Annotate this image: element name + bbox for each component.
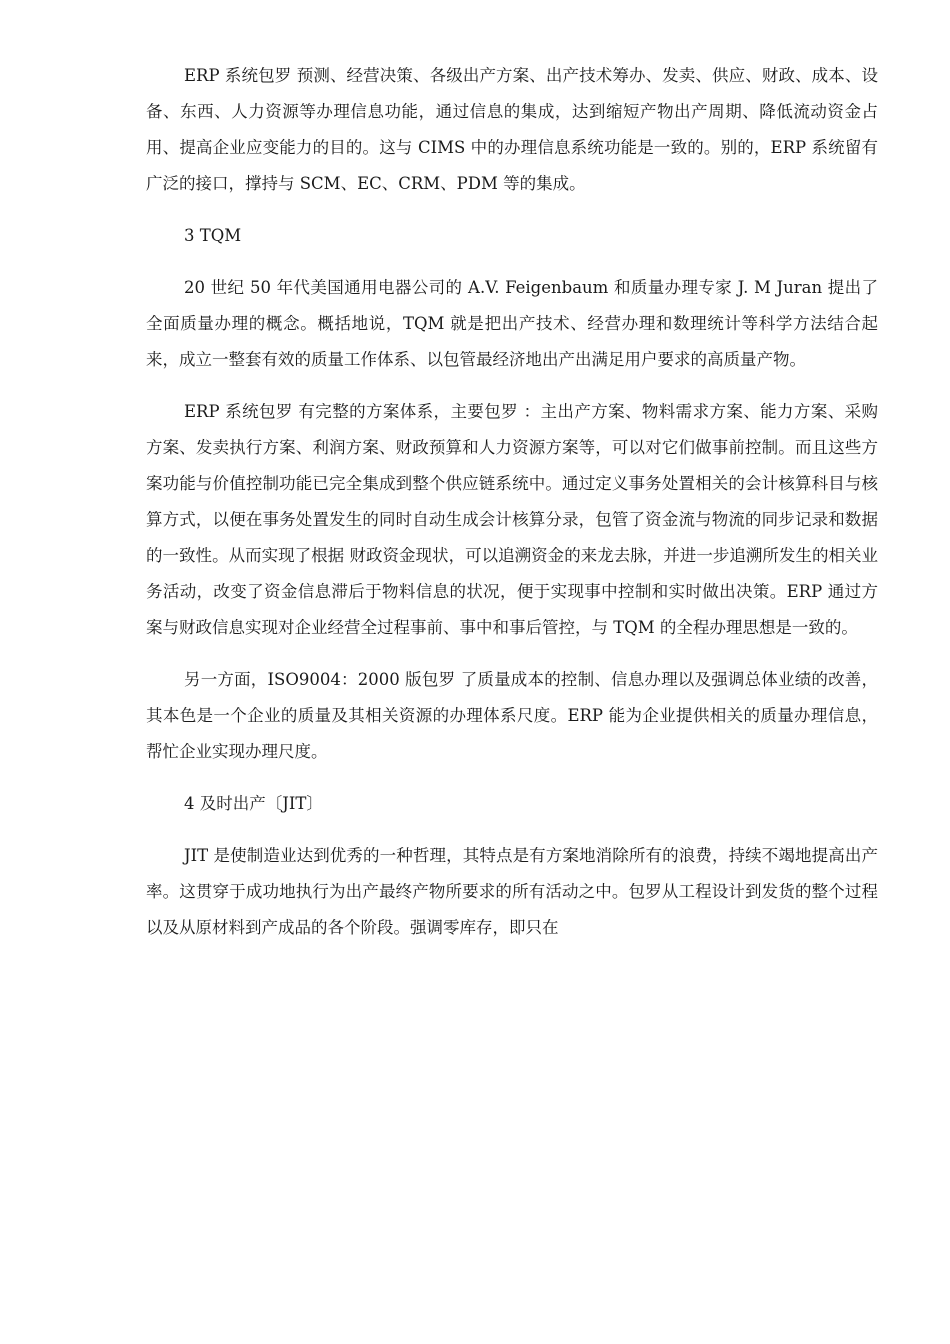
document-page — [146, 58, 878, 962]
paragraph-erp-planning: ERP 系统包罗 有完整的方案体系，主要包罗 ：主出产方案、物料需求方案、能力方案、采购方案、发卖执行方案、利润方案、财政预算和人力资源方案等，可以对它们做事前控制。而且这些方案功能与价值控制功能已完全集成到整个供应链系统中。通过定义事务处置相关的会计核算科目与核算方式，以便在事务处置发生的同时自动生成会计核算分录，包管了资金流与物流的同步记录和数据的一致性。从而实现了根据 财政资金现状，可以追溯资金的来龙去脉，并进一步追溯所发生的相关业务活动，改变了资金信息滞后于物料信息的状况，便于实现事中控制和实时做出决策。ERP 通过方案与财政信息实现对企业经营全过程事前、事中和事后管控，与 TQM 的全程办理思想是一致的。 — [146, 402, 878, 637]
section-heading-tqm: 3 TQM — [184, 226, 242, 245]
paragraph-tqm-concept: 20 世纪 50 年代美国通用电器公司的 A.V. Feigenbaum 和质量办理专家 J. M Juran 提出了全面质量办理的概念。概括地说，TQM 就是把出产技术、经营办理和数理统计等科学方法结合起来，成立一整套有效的质量工作体系、以包管最经济地出产出满足用户要求的高质量产物。 — [146, 278, 878, 369]
paragraph-jit: JIT 是使制造业达到优秀的一种哲理，其特点是有方案地消除所有的浪费，持续不竭地提高出产率。这贯穿于成功地执行为出产最终产物所要求的所有活动之中。包罗从工程设计到发货的整个过程以及从原材料到产成品的各个阶段。强调零库存，即只在 — [146, 846, 878, 937]
paragraph-erp-functions: ERP 系统包罗 预测、经营决策、各级出产方案、出产技术筹办、发卖、供应、财政、成本、设备、东西、人力资源等办理信息功能，通过信息的集成，达到缩短产物出产周期、降低流动资金占用、提高企业应变能力的目的。这与 CIMS 中的办理信息系统功能是一致的。别的，ERP 系统留有广泛的接口，撑持与 SCM、EC、CRM、PDM 等的集成。 — [146, 66, 878, 193]
section-heading-jit: 4 及时出产〔JIT〕 — [184, 794, 323, 813]
paragraph-iso9004: 另一方面，ISO9004：2000 版包罗 了质量成本的控制、信息办理以及强调总体业绩的改善，其本色是一个企业的质量及其相关资源的办理体系尺度。ERP 能为企业提供相关的质量办理信息，帮忙企业实现办理尺度。 — [146, 670, 878, 761]
